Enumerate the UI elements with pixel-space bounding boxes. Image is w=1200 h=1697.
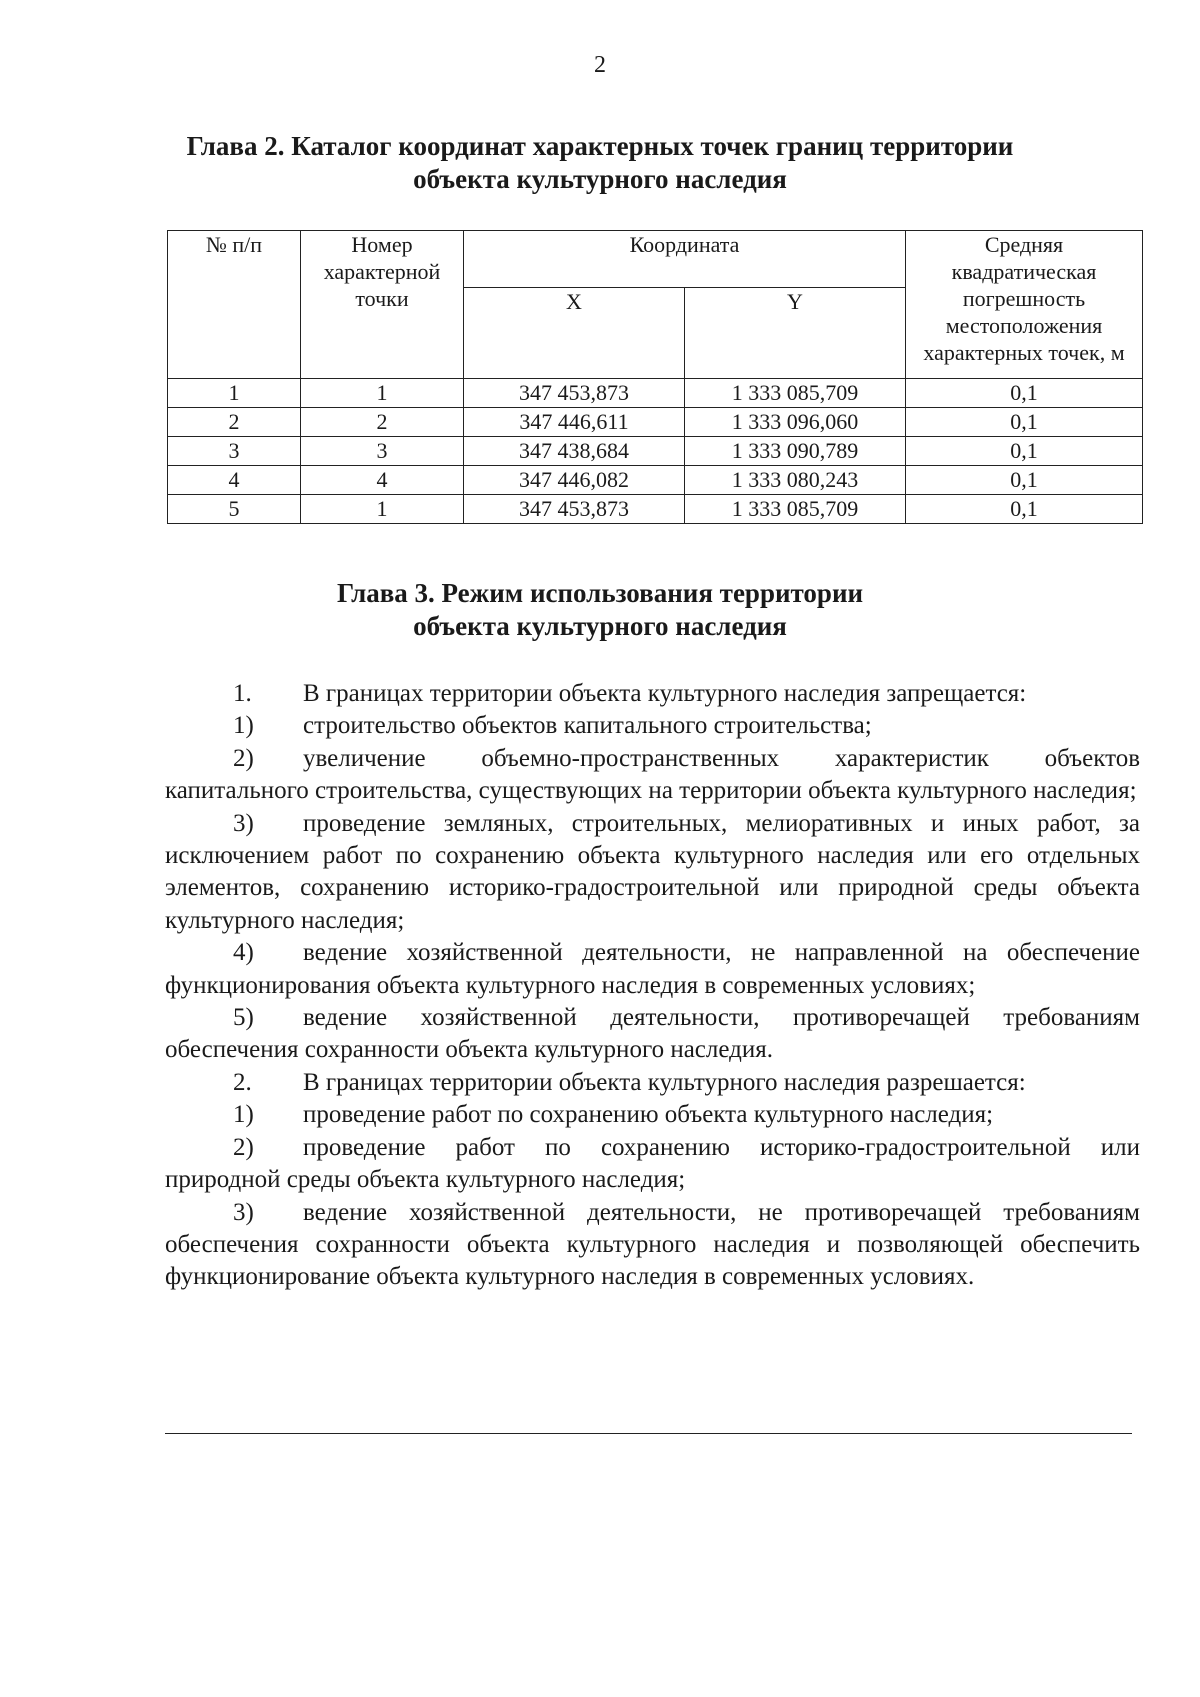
chapter-2-title-line-1: Глава 2. Каталог координат характерных точек границ территории: [186, 131, 1014, 161]
cell-x: 347 453,873: [464, 379, 685, 408]
paragraph-text: проведение работ по сохранению историко-градостроительной или природной среды объекта культурного наследия;: [165, 1133, 1140, 1194]
cell-error: 0,1: [906, 437, 1143, 466]
paragraph-number: 3): [233, 1198, 254, 1226]
header-error: Средняя квадратическая погрешность местоположения характерных точек, м: [906, 231, 1143, 379]
cell-x: 347 438,684: [464, 437, 685, 466]
cell-num: 5: [168, 495, 301, 524]
cell-num: 1: [168, 379, 301, 408]
table-row: [168, 408, 1143, 437]
paragraph-number: 3): [233, 809, 254, 837]
paragraph-text: ведение хозяйственной деятельности, не противоречащей требованиям обеспечения сохранности объекта культурного наследия и позволяющей обеспечить функционирование объекта культурного наследия в современных условиях.: [165, 1198, 1140, 1291]
chapter-3-body: [165, 678, 1140, 1294]
paragraph-number: 2.: [233, 1068, 252, 1096]
paragraph: [165, 1132, 1140, 1197]
chapter-3-title: [0, 577, 1200, 643]
paragraph-text: проведение работ по сохранению объекта культурного наследия;: [303, 1101, 994, 1129]
cell-num: 4: [168, 466, 301, 495]
header-point-number: Номер характерной точки: [301, 231, 464, 379]
paragraph-text: В границах территории объекта культурного наследия разрешается:: [303, 1068, 1026, 1096]
header-y: Y: [685, 288, 906, 379]
cell-y: 1 333 085,709: [685, 379, 906, 408]
cell-point: 1: [301, 495, 464, 524]
cell-y: 1 333 085,709: [685, 495, 906, 524]
page-number: 2: [594, 52, 606, 78]
cell-x: 347 453,873: [464, 495, 685, 524]
chapter-2-title: [0, 130, 1200, 196]
paragraph: [165, 1067, 1140, 1099]
chapter-3-title-line-1: Глава 3. Режим использования территории: [336, 578, 864, 608]
cell-y: 1 333 096,060: [685, 408, 906, 437]
paragraph-number: 1.: [233, 680, 252, 707]
paragraph-text: В границах территории объекта культурного наследия запрещается:: [303, 680, 1027, 707]
header-x: X: [464, 288, 685, 379]
header-coordinate: Координата: [464, 231, 906, 288]
header-num: № п/п: [168, 231, 301, 379]
cell-num: 2: [168, 408, 301, 437]
paragraph-number: 2): [233, 1133, 254, 1161]
cell-x: 347 446,611: [464, 408, 685, 437]
cell-error: 0,1: [906, 495, 1143, 524]
paragraph-number: 5): [233, 1004, 254, 1032]
paragraph-number: 1): [233, 1101, 254, 1129]
paragraph: [165, 1197, 1140, 1294]
paragraph: [165, 1099, 1140, 1131]
paragraph-number: 4): [233, 939, 254, 967]
paragraph: [165, 808, 1140, 938]
chapter-2-title-line-2: объекта культурного наследия: [413, 164, 787, 194]
cell-point: 4: [301, 466, 464, 495]
cell-error: 0,1: [906, 466, 1143, 495]
table-row: [168, 437, 1143, 466]
cell-x: 347 446,082: [464, 466, 685, 495]
cell-error: 0,1: [906, 408, 1143, 437]
cell-num: 3: [168, 437, 301, 466]
cell-point: 1: [301, 379, 464, 408]
cell-point: 2: [301, 408, 464, 437]
table-row: [168, 379, 1143, 408]
paragraph: [165, 678, 1140, 710]
paragraph-text: строительство объектов капитального строительства;: [303, 712, 872, 740]
cell-error: 0,1: [906, 379, 1143, 408]
paragraph-text: увеличение объемно-пространственных характеристик объектов капитального строительства, существующих на территории объекта культурного наследия;: [165, 744, 1140, 805]
bottom-divider: [165, 1433, 1132, 1434]
table-row: [168, 495, 1143, 524]
paragraph: [165, 743, 1140, 808]
paragraph-text: ведение хозяйственной деятельности, не направленной на обеспечение функционирования объекта культурного наследия в современных условиях;: [165, 939, 1140, 999]
chapter-3-title-line-2: объекта культурного наследия: [413, 611, 787, 641]
paragraph-number: 2): [233, 744, 254, 772]
paragraph: [165, 710, 1140, 742]
cell-y: 1 333 090,789: [685, 437, 906, 466]
cell-y: 1 333 080,243: [685, 466, 906, 495]
paragraph-text: ведение хозяйственной деятельности, противоречащей требованиям обеспечения сохранности объекта культурного наследия.: [165, 1004, 1140, 1064]
paragraph: [165, 937, 1140, 1002]
cell-point: 3: [301, 437, 464, 466]
coordinates-table: [167, 230, 1143, 524]
table-row: [168, 466, 1143, 495]
paragraph: [165, 1002, 1140, 1067]
paragraph-number: 1): [233, 712, 254, 740]
paragraph-text: проведение земляных, строительных, мелиоративных и иных работ, за исключением работ по сохранению объекта культурного наследия или его отдельных элементов, сохранению историко-градостроительной или природной среды объекта культурного наследия;: [165, 809, 1140, 934]
